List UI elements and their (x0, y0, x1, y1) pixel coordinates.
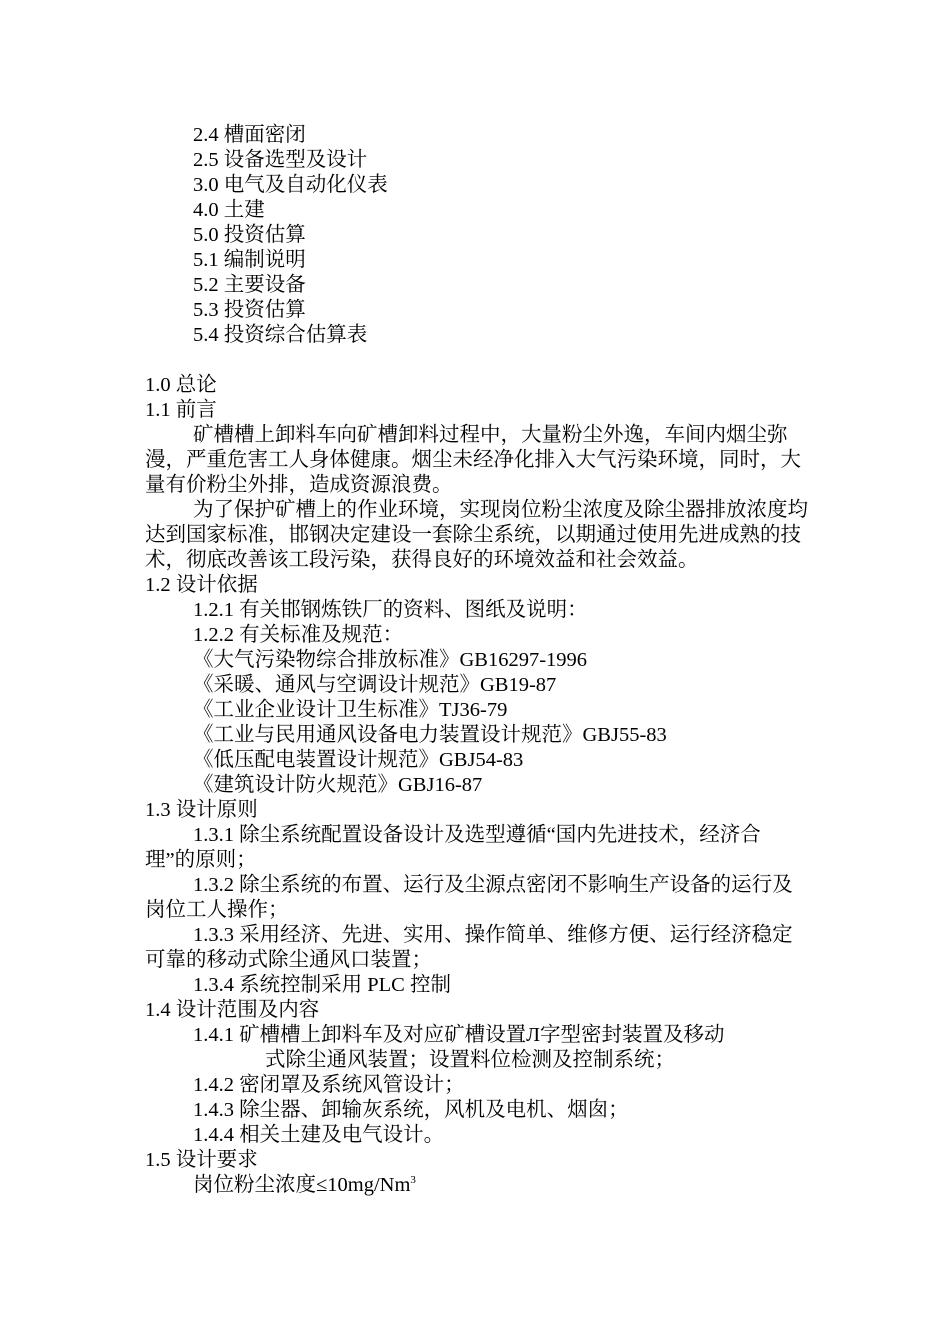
document-page (145, 123, 810, 1198)
scope-item: 1.4.1 矿槽槽上卸料车及对应矿槽设置Л字型密封装置及移动 (193, 1024, 725, 1046)
standard-item: 《低压配电装置设计规范》GBJ54-83 (193, 749, 524, 771)
requirement-superscript: 3 (410, 1174, 416, 1186)
standard-item: 《工业与民用通风设备电力装置设计规范》GBJ55-83 (193, 724, 667, 746)
toc-item: 2.4 槽面密闭 (193, 124, 306, 146)
toc-item: 5.4 投资综合估算表 (193, 324, 368, 346)
scope-item: 1.4.2 密闭罩及系统风管设计； (193, 1074, 465, 1096)
requirement-line (145, 1173, 810, 1198)
principle-item: 1.3.3 采用经济、先进、实用、操作简单、维修方便、运行经济稳定可靠的移动式除尘通风口装置； (145, 924, 793, 971)
section-heading: 1.1 前言 (145, 399, 217, 421)
scope-item: 1.4.3 除尘器、卸输灰系统，风机及电机、烟囱； (193, 1099, 629, 1121)
paragraph: 为了保护矿槽上的作业环境，实现岗位粉尘浓度及除尘器排放浓度均达到国家标准，邯钢决定建设一套除尘系统，以期通过使用先进成熟的技术，彻底改善该工段污染，获得良好的环境效益和社会效益。 (145, 499, 808, 571)
toc-item: 4.0 土建 (193, 199, 265, 221)
paragraph: 矿槽槽上卸料车向矿槽卸料过程中，大量粉尘外逸，车间内烟尘弥漫，严重危害工人身体健康。烟尘未经净化排入大气污染环境，同时，大量有价粉尘外排，造成资源浪费。 (145, 424, 801, 496)
principle-item: 1.3.4 系统控制采用 PLC 控制 (193, 974, 451, 996)
standard-item: 《大气污染物综合排放标准》GB16297-1996 (193, 649, 588, 671)
toc-item: 2.5 设备选型及设计 (193, 149, 368, 171)
principle-item: 1.3.2 除尘系统的布置、运行及尘源点密闭不影响生产设备的运行及岗位工人操作； (145, 874, 793, 921)
toc-item: 5.1 编制说明 (193, 249, 306, 271)
section-heading: 1.3 设计原则 (145, 799, 258, 821)
scope-item-continuation: 式除尘通风装置；设置料位检测及控制系统； (265, 1049, 675, 1071)
toc (145, 123, 810, 348)
toc-item: 5.3 投资估算 (193, 299, 306, 321)
toc-item: 3.0 电气及自动化仪表 (193, 174, 388, 196)
section-heading: 1.5 设计要求 (145, 1149, 258, 1171)
standard-item: 《采暖、通风与空调设计规范》GB19-87 (193, 674, 557, 696)
section-heading: 1.2 设计依据 (145, 574, 258, 596)
requirement-text: 岗位粉尘浓度≤10mg/Nm (193, 1174, 411, 1196)
section-heading: 1.0 总论 (145, 374, 217, 396)
standards-list (145, 648, 810, 798)
list-item: 1.2.2 有关标准及规范： (193, 624, 404, 646)
section-heading: 1.4 设计范围及内容 (145, 999, 320, 1021)
toc-item: 5.2 主要设备 (193, 274, 306, 296)
standard-item: 《工业企业设计卫生标准》TJ36-79 (193, 699, 508, 721)
spacer (145, 348, 810, 373)
principle-item: 1.3.1 除尘系统配置设备设计及选型遵循“国内先进技术，经济合理”的原则； (145, 824, 761, 871)
list-item: 1.2.1 有关邯钢炼铁厂的资料、图纸及说明： (193, 599, 588, 621)
scope-item: 1.4.4 相关土建及电气设计。 (193, 1124, 445, 1146)
toc-item: 5.0 投资估算 (193, 224, 306, 246)
standard-item: 《建筑设计防火规范》GBJ16-87 (193, 774, 483, 796)
